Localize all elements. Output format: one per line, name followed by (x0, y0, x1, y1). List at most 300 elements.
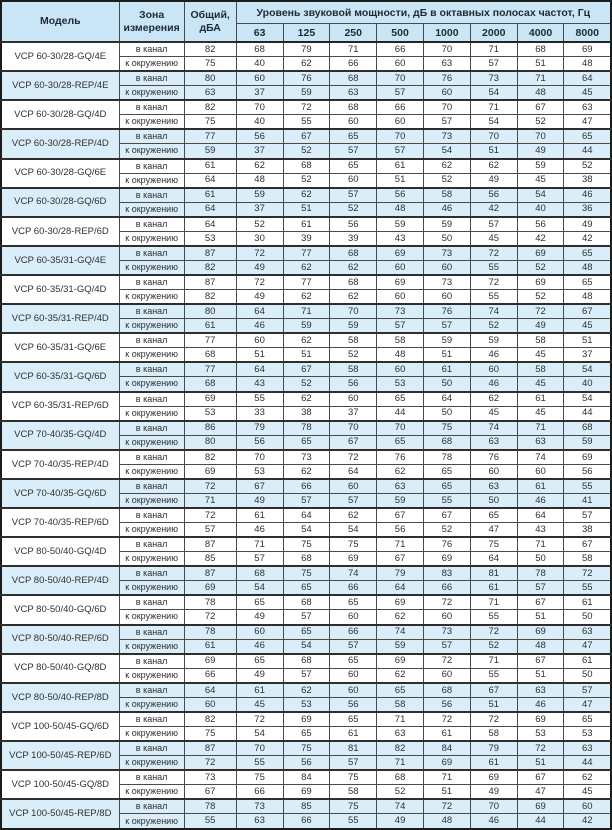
band-level-cell: 60 (330, 610, 377, 625)
band-level-cell: 65 (330, 595, 377, 610)
zone-cell: в канал (119, 479, 184, 494)
zone-cell: к окружению (119, 668, 184, 683)
band-level-cell: 59 (517, 159, 564, 174)
band-level-cell: 54 (517, 188, 564, 203)
band-level-cell: 52 (283, 173, 330, 188)
total-db-cell: 87 (184, 537, 236, 552)
band-level-cell: 60 (330, 683, 377, 698)
band-level-cell: 43 (377, 231, 424, 246)
total-db-cell: 61 (184, 639, 236, 654)
zone-cell: в канал (119, 741, 184, 756)
band-level-cell: 56 (330, 377, 377, 392)
model-name-cell: VCP 70-40/35-GQ/4D (1, 421, 119, 450)
band-level-cell: 71 (283, 304, 330, 319)
band-level-cell: 71 (423, 770, 470, 785)
band-level-cell: 67 (377, 508, 424, 523)
band-level-cell: 46 (517, 493, 564, 508)
total-db-cell: 64 (184, 173, 236, 188)
zone-cell: в канал (119, 392, 184, 407)
band-level-cell: 71 (470, 100, 517, 115)
table-row (1, 625, 611, 640)
band-level-cell: 51 (517, 756, 564, 771)
zone-cell: в канал (119, 71, 184, 86)
zone-cell: в канал (119, 508, 184, 523)
band-level-cell: 75 (330, 799, 377, 814)
band-level-cell: 61 (330, 726, 377, 741)
band-level-cell: 72 (423, 654, 470, 669)
band-level-cell: 72 (564, 566, 611, 581)
table-row (1, 421, 611, 436)
band-level-cell: 38 (283, 406, 330, 421)
band-level-cell: 66 (423, 581, 470, 596)
band-level-cell: 46 (236, 319, 283, 334)
band-level-cell: 64 (377, 581, 424, 596)
total-db-cell: 75 (184, 726, 236, 741)
band-level-cell: 60 (377, 362, 424, 377)
band-level-cell: 60 (377, 290, 424, 305)
band-level-cell: 65 (330, 159, 377, 174)
band-level-cell: 59 (377, 217, 424, 232)
table-row (1, 188, 611, 203)
table-row (1, 741, 611, 756)
total-db-cell: 72 (184, 610, 236, 625)
band-level-cell: 68 (236, 566, 283, 581)
model-name-cell: VCP 70-40/35-GQ/6D (1, 479, 119, 508)
band-level-cell: 68 (330, 100, 377, 115)
band-level-cell: 79 (236, 421, 283, 436)
freq-header-cell: 4000 (517, 24, 564, 43)
band-level-cell: 51 (517, 610, 564, 625)
freq-header-cell: 2000 (470, 24, 517, 43)
table-row (1, 217, 611, 232)
band-level-cell: 60 (236, 333, 283, 348)
band-level-cell: 57 (470, 57, 517, 72)
band-level-cell: 60 (423, 668, 470, 683)
zone-cell: в канал (119, 537, 184, 552)
total-db-cell: 87 (184, 275, 236, 290)
zone-cell: к окружению (119, 814, 184, 829)
band-level-cell: 57 (564, 683, 611, 698)
band-level-cell: 49 (236, 260, 283, 275)
band-level-cell: 56 (517, 217, 564, 232)
table-row (1, 654, 611, 669)
band-level-cell: 62 (283, 683, 330, 698)
band-level-cell: 61 (377, 159, 424, 174)
model-name-cell: VCP 100-50/45-GQ/8D (1, 770, 119, 799)
band-level-cell: 60 (330, 392, 377, 407)
total-db-cell: 61 (184, 159, 236, 174)
band-level-cell: 68 (423, 683, 470, 698)
band-level-cell: 55 (236, 756, 283, 771)
band-level-cell: 54 (283, 639, 330, 654)
band-level-cell: 65 (564, 129, 611, 144)
zone-cell: в канал (119, 275, 184, 290)
band-level-cell: 68 (564, 421, 611, 436)
band-level-cell: 72 (470, 246, 517, 261)
band-level-cell: 49 (517, 144, 564, 159)
band-level-cell: 74 (470, 304, 517, 319)
band-level-cell: 61 (283, 217, 330, 232)
band-level-cell: 45 (564, 785, 611, 800)
zone-cell: в канал (119, 654, 184, 669)
band-level-cell: 71 (517, 537, 564, 552)
band-level-cell: 74 (377, 799, 424, 814)
band-level-cell: 45 (517, 377, 564, 392)
band-level-cell: 45 (470, 231, 517, 246)
band-level-cell: 70 (470, 129, 517, 144)
band-level-cell: 52 (423, 173, 470, 188)
table-row (1, 275, 611, 290)
table-row (1, 42, 611, 57)
total-db-cell: 57 (184, 523, 236, 538)
band-level-cell: 56 (330, 217, 377, 232)
zone-cell: к окружению (119, 348, 184, 363)
band-level-cell: 54 (423, 144, 470, 159)
model-name-cell: VCP 60-35/31-GQ/6D (1, 362, 119, 391)
band-level-cell: 51 (423, 785, 470, 800)
band-level-cell: 68 (283, 159, 330, 174)
table-row (1, 799, 611, 814)
zone-cell: к окружению (119, 231, 184, 246)
band-level-cell: 69 (564, 450, 611, 465)
band-level-cell: 66 (330, 625, 377, 640)
band-level-cell: 42 (517, 231, 564, 246)
band-level-cell: 70 (377, 129, 424, 144)
band-level-cell: 55 (423, 493, 470, 508)
band-level-cell: 68 (423, 435, 470, 450)
band-level-cell: 57 (377, 319, 424, 334)
band-level-cell: 64 (423, 392, 470, 407)
total-db-cell: 77 (184, 362, 236, 377)
band-level-cell: 53 (377, 377, 424, 392)
band-level-cell: 73 (377, 304, 424, 319)
total-db-cell: 67 (184, 785, 236, 800)
band-level-cell: 70 (470, 799, 517, 814)
band-level-cell: 48 (423, 814, 470, 829)
band-level-cell: 57 (330, 188, 377, 203)
band-level-cell: 77 (283, 246, 330, 261)
band-level-cell: 33 (236, 406, 283, 421)
band-level-cell: 65 (236, 654, 283, 669)
band-level-cell: 70 (377, 71, 424, 86)
band-level-cell: 46 (236, 523, 283, 538)
table-row (1, 595, 611, 610)
total-db-cell: 86 (184, 421, 236, 436)
band-level-cell: 61 (517, 479, 564, 494)
zone-cell: к окружению (119, 406, 184, 421)
band-level-cell: 60 (470, 362, 517, 377)
total-db-cell: 68 (184, 377, 236, 392)
zone-cell: к окружению (119, 202, 184, 217)
band-level-cell: 59 (423, 217, 470, 232)
band-level-cell: 68 (330, 246, 377, 261)
band-level-cell: 60 (423, 610, 470, 625)
band-level-cell: 52 (470, 639, 517, 654)
band-level-cell: 70 (236, 100, 283, 115)
zone-cell: в канал (119, 100, 184, 115)
band-level-cell: 37 (236, 86, 283, 101)
band-level-cell: 45 (564, 86, 611, 101)
band-level-cell: 56 (236, 129, 283, 144)
band-level-cell: 57 (283, 668, 330, 683)
band-level-cell: 52 (517, 115, 564, 130)
band-level-cell: 57 (470, 217, 517, 232)
band-level-cell: 70 (377, 421, 424, 436)
band-level-cell: 65 (564, 712, 611, 727)
table-row (1, 333, 611, 348)
band-level-cell: 55 (330, 814, 377, 829)
band-level-cell: 78 (423, 450, 470, 465)
band-level-cell: 51 (470, 144, 517, 159)
model-name-cell: VCP 60-30/28-GQ/4E (1, 42, 119, 71)
total-db-cell: 85 (184, 552, 236, 567)
zone-cell: в канал (119, 304, 184, 319)
band-level-cell: 71 (330, 42, 377, 57)
zone-cell: в канал (119, 566, 184, 581)
band-level-cell: 37 (236, 202, 283, 217)
band-level-cell: 40 (236, 115, 283, 130)
band-level-cell: 84 (423, 741, 470, 756)
band-level-cell: 74 (330, 566, 377, 581)
model-name-cell: VCP 100-50/45-REP/6D (1, 741, 119, 770)
band-level-cell: 76 (423, 71, 470, 86)
band-level-cell: 58 (377, 697, 424, 712)
band-level-cell: 63 (377, 479, 424, 494)
band-level-cell: 75 (283, 566, 330, 581)
band-level-cell: 85 (283, 799, 330, 814)
band-level-cell: 61 (564, 654, 611, 669)
band-level-cell: 66 (377, 100, 424, 115)
zone-cell: в канал (119, 450, 184, 465)
band-level-cell: 49 (236, 290, 283, 305)
band-level-cell: 68 (283, 595, 330, 610)
band-level-cell: 56 (470, 188, 517, 203)
table-row (1, 129, 611, 144)
band-level-cell: 60 (423, 290, 470, 305)
band-level-cell: 64 (470, 552, 517, 567)
band-level-cell: 69 (423, 756, 470, 771)
band-level-cell: 55 (236, 392, 283, 407)
band-level-cell: 69 (470, 770, 517, 785)
zone-cell: к окружению (119, 377, 184, 392)
zone-cell: к окружению (119, 144, 184, 159)
band-level-cell: 46 (564, 188, 611, 203)
band-level-cell: 45 (564, 319, 611, 334)
band-level-cell: 50 (564, 610, 611, 625)
band-level-cell: 37 (236, 144, 283, 159)
band-level-cell: 30 (236, 231, 283, 246)
band-level-cell: 71 (377, 712, 424, 727)
zone-cell: в канал (119, 159, 184, 174)
table-row (1, 304, 611, 319)
band-level-cell: 40 (236, 57, 283, 72)
band-level-cell: 69 (330, 552, 377, 567)
band-level-cell: 62 (423, 159, 470, 174)
band-level-cell: 83 (423, 566, 470, 581)
table-row (1, 392, 611, 407)
total-db-cell: 72 (184, 508, 236, 523)
band-level-cell: 72 (236, 246, 283, 261)
band-level-cell: 58 (517, 333, 564, 348)
total-db-cell: 68 (184, 348, 236, 363)
band-level-cell: 69 (517, 275, 564, 290)
band-level-cell: 39 (283, 231, 330, 246)
band-level-cell: 59 (283, 86, 330, 101)
band-level-cell: 62 (564, 770, 611, 785)
band-level-cell: 57 (236, 552, 283, 567)
total-db-cell: 55 (184, 814, 236, 829)
band-level-cell: 75 (330, 537, 377, 552)
band-level-cell: 47 (517, 785, 564, 800)
table-row (1, 159, 611, 174)
band-level-cell: 75 (423, 421, 470, 436)
zone-cell: к окружению (119, 785, 184, 800)
band-level-cell: 48 (377, 202, 424, 217)
band-level-cell: 69 (377, 654, 424, 669)
model-name-cell: VCP 60-35/31-GQ/6E (1, 333, 119, 362)
band-level-cell: 67 (423, 508, 470, 523)
band-level-cell: 51 (564, 333, 611, 348)
band-level-cell: 73 (423, 625, 470, 640)
band-level-cell: 68 (236, 42, 283, 57)
band-level-cell: 53 (564, 726, 611, 741)
band-level-cell: 57 (423, 115, 470, 130)
band-level-cell: 52 (423, 523, 470, 538)
freq-header-cell: 500 (377, 24, 424, 43)
band-level-cell: 62 (283, 57, 330, 72)
band-level-cell: 44 (377, 406, 424, 421)
total-db-cell: 82 (184, 42, 236, 57)
model-name-cell: VCP 60-35/31-GQ/4E (1, 246, 119, 275)
band-level-cell: 70 (517, 129, 564, 144)
band-level-cell: 52 (564, 159, 611, 174)
band-level-cell: 58 (564, 552, 611, 567)
total-db-cell: 82 (184, 450, 236, 465)
band-level-cell: 73 (423, 275, 470, 290)
band-level-cell: 65 (377, 683, 424, 698)
model-name-cell: VCP 60-30/28-GQ/6D (1, 188, 119, 217)
model-name-cell: VCP 80-50/40-GQ/6D (1, 595, 119, 624)
freq-header-cell: 125 (283, 24, 330, 43)
band-level-cell: 67 (564, 304, 611, 319)
band-level-cell: 65 (564, 246, 611, 261)
band-level-cell: 72 (517, 304, 564, 319)
band-level-cell: 65 (283, 726, 330, 741)
total-db-cell: 82 (184, 290, 236, 305)
band-level-cell: 60 (423, 86, 470, 101)
band-level-cell: 65 (236, 595, 283, 610)
band-level-cell: 67 (283, 362, 330, 377)
band-level-cell: 50 (470, 493, 517, 508)
band-level-cell: 37 (330, 406, 377, 421)
band-level-cell: 67 (470, 683, 517, 698)
band-level-cell: 46 (236, 639, 283, 654)
band-level-cell: 60 (330, 668, 377, 683)
band-level-cell: 64 (283, 508, 330, 523)
band-level-cell: 50 (564, 668, 611, 683)
band-level-cell: 52 (377, 785, 424, 800)
band-level-cell: 38 (564, 523, 611, 538)
total-db-cell: 82 (184, 712, 236, 727)
band-level-cell: 60 (470, 464, 517, 479)
band-level-cell: 47 (564, 115, 611, 130)
freq-header-cell: 63 (236, 24, 283, 43)
band-level-cell: 48 (564, 290, 611, 305)
band-level-cell: 49 (517, 319, 564, 334)
total-db-cell: 64 (184, 202, 236, 217)
table-row (1, 683, 611, 698)
band-level-cell: 63 (330, 86, 377, 101)
band-level-cell: 54 (236, 581, 283, 596)
model-name-cell: VCP 100-50/45-GQ/6D (1, 712, 119, 741)
band-level-cell: 67 (517, 100, 564, 115)
band-level-cell: 48 (517, 639, 564, 654)
zone-cell: к окружению (119, 86, 184, 101)
zone-cell: к окружению (119, 726, 184, 741)
band-level-cell: 60 (236, 71, 283, 86)
band-level-cell: 76 (377, 450, 424, 465)
band-level-cell: 58 (377, 333, 424, 348)
band-level-cell: 57 (423, 639, 470, 654)
total-db-cell: 80 (184, 435, 236, 450)
total-db-cell: 69 (184, 464, 236, 479)
band-level-cell: 62 (283, 290, 330, 305)
band-level-cell: 43 (517, 523, 564, 538)
band-level-cell: 51 (470, 697, 517, 712)
band-level-cell: 65 (330, 654, 377, 669)
table-row (1, 71, 611, 86)
band-level-cell: 63 (423, 57, 470, 72)
band-level-cell: 69 (283, 712, 330, 727)
band-level-cell: 63 (564, 100, 611, 115)
band-level-cell: 63 (564, 625, 611, 640)
band-level-cell: 72 (423, 799, 470, 814)
band-level-cell: 79 (377, 566, 424, 581)
total-db-cell: 63 (184, 86, 236, 101)
band-level-cell: 49 (470, 785, 517, 800)
band-level-cell: 67 (517, 595, 564, 610)
table-row (1, 246, 611, 261)
band-level-cell: 63 (470, 435, 517, 450)
total-db-cell: 69 (184, 392, 236, 407)
band-level-cell: 55 (470, 610, 517, 625)
band-level-cell: 71 (517, 421, 564, 436)
band-level-cell: 55 (564, 479, 611, 494)
band-level-cell: 74 (470, 421, 517, 436)
band-level-cell: 56 (377, 188, 424, 203)
band-level-cell: 60 (564, 799, 611, 814)
band-level-cell: 68 (330, 275, 377, 290)
band-level-cell: 50 (423, 406, 470, 421)
total-db-cell: 69 (184, 654, 236, 669)
band-level-cell: 46 (423, 202, 470, 217)
table-row (1, 537, 611, 552)
band-level-cell: 73 (423, 246, 470, 261)
band-level-cell: 46 (517, 697, 564, 712)
band-level-cell: 50 (423, 377, 470, 392)
band-level-cell: 65 (377, 435, 424, 450)
band-level-cell: 79 (470, 741, 517, 756)
band-level-cell: 51 (423, 348, 470, 363)
band-level-cell: 72 (470, 625, 517, 640)
band-level-cell: 54 (470, 115, 517, 130)
band-level-cell: 45 (470, 406, 517, 421)
zone-cell: к окружению (119, 319, 184, 334)
band-level-cell: 45 (236, 697, 283, 712)
table-row (1, 566, 611, 581)
total-db-cell: 69 (184, 581, 236, 596)
model-name-cell: VCP 60-30/28-REP/4E (1, 71, 119, 100)
